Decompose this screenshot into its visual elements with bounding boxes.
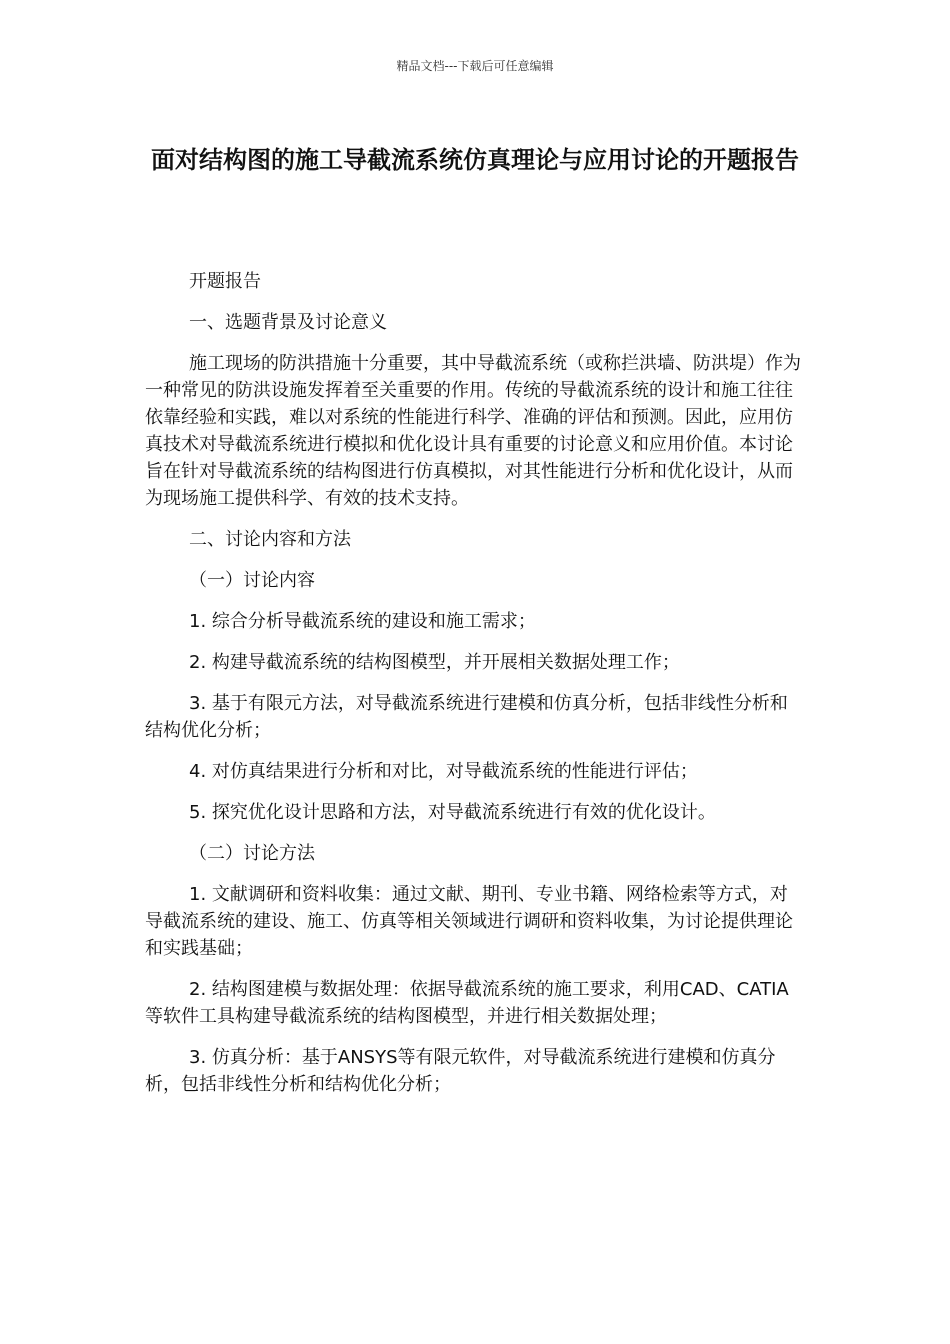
section-heading-background: 一、选题背景及讨论意义 — [189, 312, 387, 333]
list-item-method-1: 1. 文献调研和资料收集：通过文献、期刊、专业书籍、网络检索等方式，对导截流系统的建设、施工、仿真等相关领域进行调研和资料收集，为讨论提供理论和实践基础； — [145, 884, 793, 959]
list-item-content-5: 5. 探究优化设计思路和方法，对导截流系统进行有效的优化设计。 — [189, 802, 716, 823]
page-header-note: 精品文档---下载后可任意编辑 — [396, 59, 554, 73]
list-item-content-2: 2. 构建导截流系统的结构图模型，并开展相关数据处理工作； — [189, 652, 680, 673]
document-body — [145, 268, 805, 1112]
paragraph-background: 施工现场的防洪措施十分重要，其中导截流系统（或称拦洪墙、防洪堤）作为一种常见的防洪设施发挥着至关重要的作用。传统的导截流系统的设计和施工往往依靠经验和实践，难以对系统的性能进行科学、准确的评估和预测。因此，应用仿真技术对导截流系统进行模拟和优化设计具有重要的讨论意义和应用价值。本讨论旨在针对导截流系统的结构图进行仿真模拟，对其性能进行分析和优化设计，从而为现场施工提供科学、有效的技术支持。 — [145, 353, 801, 509]
subsection-heading-content: （一）讨论内容 — [189, 570, 315, 591]
section-heading-content-method: 二、讨论内容和方法 — [189, 529, 351, 550]
paragraph-heading-report: 开题报告 — [189, 271, 261, 292]
list-item-content-3: 3. 基于有限元方法，对导截流系统进行建模和仿真分析，包括非线性分析和结构优化分析； — [145, 693, 788, 741]
list-item-content-4: 4. 对仿真结果进行分析和对比，对导截流系统的性能进行评估； — [189, 761, 698, 782]
list-item-method-3: 3. 仿真分析：基于ANSYS等有限元软件，对导截流系统进行建模和仿真分析，包括非线性分析和结构优化分析； — [145, 1047, 776, 1095]
list-item-method-2: 2. 结构图建模与数据处理：依据导截流系统的施工要求，利用CAD、CATIA等软件工具构建导截流系统的结构图模型，并进行相关数据处理； — [145, 979, 789, 1027]
subsection-heading-method: （二）讨论方法 — [189, 843, 315, 864]
document-title: 面对结构图的施工导截流系统仿真理论与应用讨论的开题报告 — [151, 146, 799, 174]
list-item-content-1: 1. 综合分析导截流系统的建设和施工需求； — [189, 611, 536, 632]
